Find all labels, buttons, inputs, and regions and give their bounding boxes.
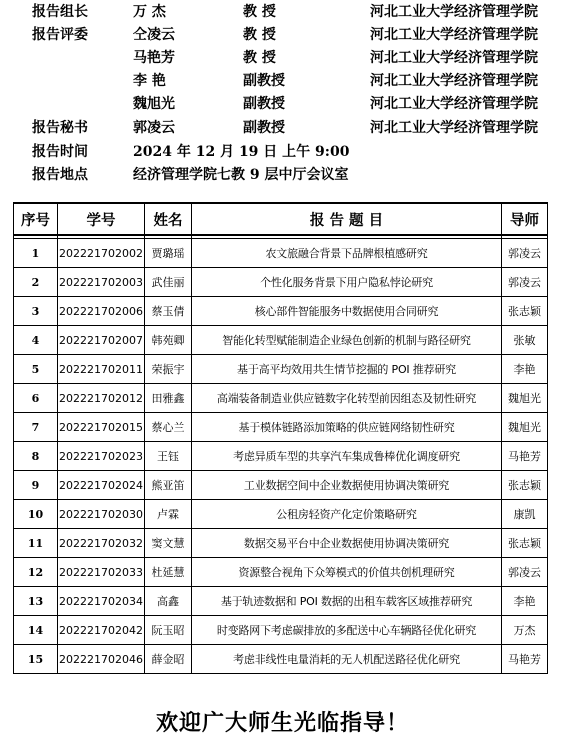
cell-topic: 农文旅融合背景下品牌根植感研究 — [192, 239, 502, 268]
table-row — [14, 239, 548, 268]
table-row — [14, 268, 548, 297]
committee-row — [0, 93, 565, 115]
time-label: 报告时间 — [32, 144, 88, 160]
header-student-id: 学号 — [58, 203, 145, 235]
cell-no: 4 — [14, 326, 58, 355]
header-no: 序号 — [14, 203, 58, 235]
cell-no: 2 — [14, 268, 58, 297]
table-row — [14, 326, 548, 355]
cell-topic: 基于高平均效用共生情节挖掘的 POI 推荐研究 — [192, 355, 502, 384]
cell-topic: 公租房轻资产化定价策略研究 — [192, 500, 502, 529]
header-name: 姓名 — [145, 203, 192, 235]
cell-name: 高鑫 — [145, 587, 192, 616]
cell-student-id: 202221702030 — [58, 500, 145, 529]
header-advisor: 导师 — [502, 203, 548, 235]
table-header-row — [14, 203, 548, 235]
cell-student-id: 202221702002 — [58, 239, 145, 268]
cell-student-id: 202221702006 — [58, 297, 145, 326]
cell-advisor: 张志颖 — [502, 529, 548, 558]
table-row — [14, 384, 548, 413]
cell-topic: 数据交易平台中企业数据使用协调决策研究 — [192, 529, 502, 558]
member-org: 河北工业大学经济管理学院 — [370, 50, 538, 66]
cell-advisor: 李艳 — [502, 355, 548, 384]
cell-student-id: 202221702046 — [58, 645, 145, 674]
cell-no: 10 — [14, 500, 58, 529]
cell-no: 7 — [14, 413, 58, 442]
time-value: 2024 年 12 月 19 日 上午 9:00 — [133, 144, 350, 160]
cell-name: 卢霖 — [145, 500, 192, 529]
cell-advisor: 张敏 — [502, 326, 548, 355]
cell-student-id: 202221702033 — [58, 558, 145, 587]
cell-topic: 资源整合视角下众筹模式的价值共创机理研究 — [192, 558, 502, 587]
cell-topic: 智能化转型赋能制造企业绿色创新的机制与路径研究 — [192, 326, 502, 355]
welcome-message: 欢迎广大师生光临指导！ — [155, 710, 409, 736]
row-label: 报告秘书 — [32, 120, 88, 136]
table-row — [14, 587, 548, 616]
report-schedule-table — [13, 202, 548, 674]
cell-name: 贾璐瑶 — [145, 239, 192, 268]
committee-row — [0, 24, 565, 46]
table-row — [14, 529, 548, 558]
cell-no: 15 — [14, 645, 58, 674]
cell-student-id: 202221702034 — [58, 587, 145, 616]
cell-advisor: 马艳芳 — [502, 645, 548, 674]
cell-name: 蔡玉倩 — [145, 297, 192, 326]
cell-student-id: 202221702042 — [58, 616, 145, 645]
cell-student-id: 202221702007 — [58, 326, 145, 355]
cell-advisor: 郭凌云 — [502, 239, 548, 268]
cell-name: 薛金昭 — [145, 645, 192, 674]
member-title: 副教授 — [243, 73, 285, 89]
table-row — [14, 297, 548, 326]
member-name: 仝凌云 — [133, 27, 175, 43]
table-row — [14, 645, 548, 674]
committee-row — [0, 117, 565, 139]
table-row — [14, 413, 548, 442]
committee-row — [0, 47, 565, 69]
member-name: 魏旭光 — [133, 96, 175, 112]
cell-name: 韩苑卿 — [145, 326, 192, 355]
table-row — [14, 442, 548, 471]
member-org: 河北工业大学经济管理学院 — [370, 73, 538, 89]
cell-name: 阮玉昭 — [145, 616, 192, 645]
cell-topic: 基于模体链路添加策略的供应链网络韧性研究 — [192, 413, 502, 442]
cell-name: 蔡心兰 — [145, 413, 192, 442]
cell-name: 武佳丽 — [145, 268, 192, 297]
cell-topic: 工业数据空间中企业数据使用协调决策研究 — [192, 471, 502, 500]
time-row — [0, 141, 565, 163]
cell-no: 6 — [14, 384, 58, 413]
member-name: 万 杰 — [133, 4, 166, 20]
table-row — [14, 355, 548, 384]
cell-advisor: 张志颖 — [502, 471, 548, 500]
cell-name: 熊亚笛 — [145, 471, 192, 500]
member-name: 马艳芳 — [133, 50, 175, 66]
cell-no: 1 — [14, 239, 58, 268]
cell-advisor: 魏旭光 — [502, 384, 548, 413]
cell-no: 3 — [14, 297, 58, 326]
member-name: 郭凌云 — [133, 120, 175, 136]
cell-name: 田雅鑫 — [145, 384, 192, 413]
cell-student-id: 202221702015 — [58, 413, 145, 442]
cell-no: 14 — [14, 616, 58, 645]
cell-topic: 时变路网下考虑碳排放的多配送中心车辆路径优化研究 — [192, 616, 502, 645]
place-row — [0, 164, 565, 186]
cell-advisor: 郭凌云 — [502, 558, 548, 587]
member-title: 教 授 — [243, 27, 276, 43]
cell-advisor: 马艳芳 — [502, 442, 548, 471]
cell-advisor: 郭凌云 — [502, 268, 548, 297]
cell-advisor: 魏旭光 — [502, 413, 548, 442]
cell-student-id: 202221702024 — [58, 471, 145, 500]
cell-advisor: 李艳 — [502, 587, 548, 616]
cell-student-id: 202221702012 — [58, 384, 145, 413]
committee-row — [0, 1, 565, 23]
member-title: 副教授 — [243, 96, 285, 112]
cell-topic: 个性化服务背景下用户隐私悖论研究 — [192, 268, 502, 297]
table-row — [14, 616, 548, 645]
cell-no: 11 — [14, 529, 58, 558]
cell-name: 杜延慧 — [145, 558, 192, 587]
table-row — [14, 471, 548, 500]
cell-name: 荣振宇 — [145, 355, 192, 384]
cell-no: 5 — [14, 355, 58, 384]
member-name: 李 艳 — [133, 73, 166, 89]
cell-no: 13 — [14, 587, 58, 616]
member-org: 河北工业大学经济管理学院 — [370, 96, 538, 112]
member-org: 河北工业大学经济管理学院 — [370, 27, 538, 43]
cell-advisor: 康凯 — [502, 500, 548, 529]
table-row — [14, 500, 548, 529]
cell-name: 王钰 — [145, 442, 192, 471]
member-org: 河北工业大学经济管理学院 — [370, 4, 538, 20]
member-title: 副教授 — [243, 120, 285, 136]
cell-advisor: 张志颖 — [502, 297, 548, 326]
cell-topic: 基于轨迹数据和 POI 数据的出租车载客区域推荐研究 — [192, 587, 502, 616]
member-title: 教 授 — [243, 50, 276, 66]
cell-topic: 核心部件智能服务中数据使用合同研究 — [192, 297, 502, 326]
cell-no: 9 — [14, 471, 58, 500]
cell-no: 8 — [14, 442, 58, 471]
cell-no: 12 — [14, 558, 58, 587]
cell-topic: 高端装备制造业供应链数字化转型前因组态及韧性研究 — [192, 384, 502, 413]
cell-student-id: 202221702011 — [58, 355, 145, 384]
member-org: 河北工业大学经济管理学院 — [370, 120, 538, 136]
cell-student-id: 202221702003 — [58, 268, 145, 297]
cell-student-id: 202221702023 — [58, 442, 145, 471]
row-label: 报告评委 — [32, 27, 88, 43]
cell-name: 窦文慧 — [145, 529, 192, 558]
cell-advisor: 万杰 — [502, 616, 548, 645]
cell-student-id: 202221702032 — [58, 529, 145, 558]
place-label: 报告地点 — [32, 167, 88, 183]
cell-topic: 考虑异质车型的共享汽车集成鲁棒优化调度研究 — [192, 442, 502, 471]
cell-topic: 考虑非线性电量消耗的无人机配送路径优化研究 — [192, 645, 502, 674]
header-topic: 报 告 题 目 — [192, 203, 502, 235]
member-title: 教 授 — [243, 4, 276, 20]
place-value: 经济管理学院七教 9 层中厅会议室 — [133, 167, 349, 183]
committee-row — [0, 70, 565, 92]
table-row — [14, 558, 548, 587]
row-label: 报告组长 — [32, 4, 88, 20]
